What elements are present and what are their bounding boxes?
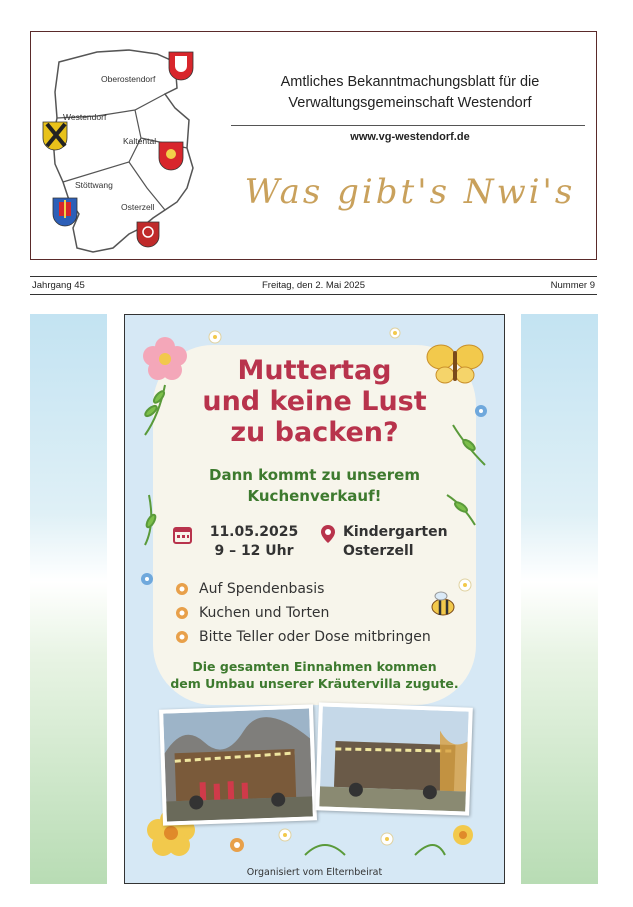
headline-line-1: Muttertag [237,355,392,386]
bullet-item [175,625,431,649]
coat-of-arms-westendorf [43,122,67,150]
issue-info-bar [30,276,597,295]
note-line-2: dem Umbau unserer Kräutervilla zugute. [170,676,459,691]
bullet-item [175,577,431,601]
photo-trailer-garden [315,702,473,815]
title-rule [231,125,585,126]
title-line-2: Verwaltungsgemeinschaft Westendorf [288,95,532,111]
bullet-item [175,601,431,625]
masthead [30,31,597,260]
calendar-icon [173,525,193,545]
event-date: 11.05.2025 [209,524,299,540]
bottom-blossoms [230,825,473,855]
bullet-text-3: Bitte Teller oder Dose mitbringen [199,629,431,645]
title-line-1: Amtliches Bekanntmachungsblatt für die [280,74,540,90]
orange-flower-icon [175,630,189,644]
slogan: Was gibt's Nwi's [244,172,576,212]
headline-line-3: zu backen? [230,417,399,448]
headline-line-2: und keine Lust [202,386,427,417]
coat-of-arms-osterzell [137,222,159,247]
issue-number: Nummer 9 [550,280,595,291]
note-line-1: Die gesamten Einnahmen kommen [192,659,437,674]
bullet-text-2: Kuchen und Torten [199,605,330,621]
place-osterzell: Osterzell [121,202,155,212]
location-line-2: Osterzell [343,543,414,559]
event-time: 9 – 12 Uhr [214,543,294,559]
poster-subheadline [125,465,504,507]
decorative-sidebar-left [30,314,107,884]
photo-children-at-trailer [159,704,317,825]
place-oberostendorf: Oberostendorf [101,74,156,84]
district-map [37,38,227,256]
coat-of-arms-oberostendorf [169,52,193,80]
website-link[interactable]: www.vg-westendorf.de [350,131,470,143]
location-pin-icon [320,524,336,544]
place-stoettwang: Stöttwang [75,180,113,190]
volume-label: Jahrgang 45 [32,280,85,291]
place-kaltental: Kaltental [123,136,157,146]
poster-headline [125,355,504,448]
issue-date: Freitag, den 2. Mai 2025 [262,280,365,291]
decorative-sidebar-right [521,314,598,884]
location-line-1: Kindergarten [343,524,448,540]
subheadline-line-1: Dann kommt zu unserem [209,466,420,484]
place-westendorf: Westendorf [63,112,107,122]
orange-flower-icon [175,606,189,620]
event-poster [124,314,505,884]
poster-bullet-list [175,577,431,649]
subheadline-line-2: Kuchenverkauf! [247,487,382,505]
coat-of-arms-kaltental [159,142,183,170]
poster-note [125,658,504,692]
poster-organizer: Organisiert vom Elternbeirat [246,867,383,878]
orange-flower-icon [175,582,189,596]
bullet-text-1: Auf Spendenbasis [199,581,325,597]
publication-title [231,72,589,114]
coat-of-arms-stoettwang [53,198,77,226]
